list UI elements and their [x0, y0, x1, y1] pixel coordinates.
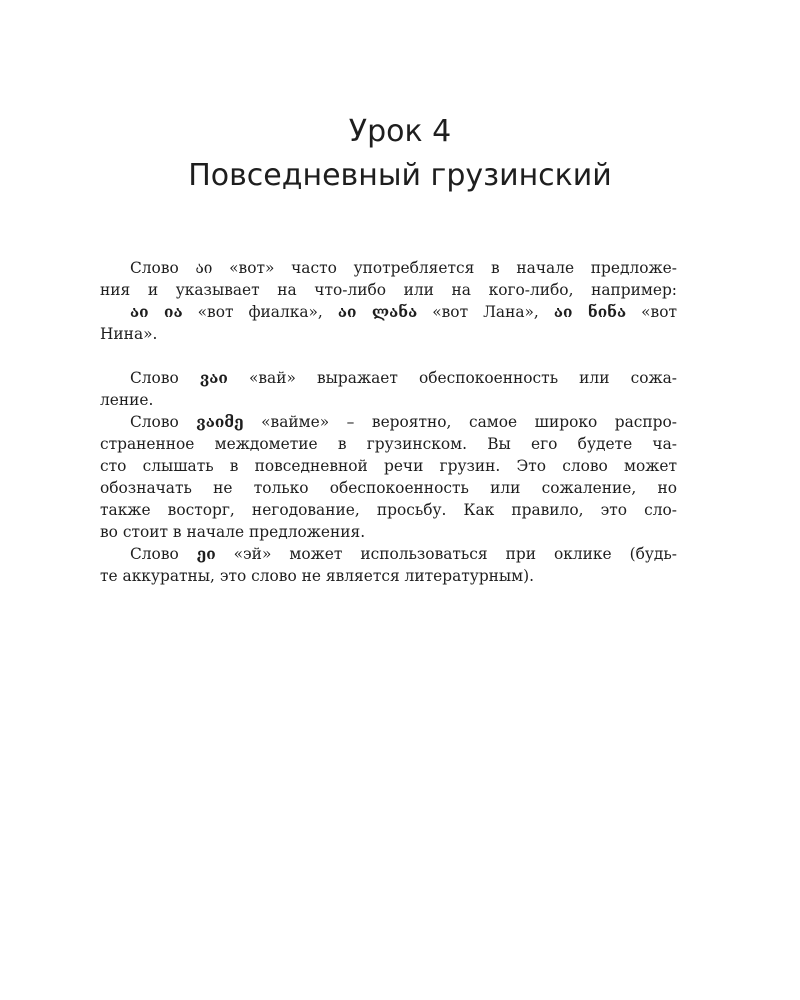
georgian-example-ai-lana: აი ლანა [337, 303, 418, 321]
paragraph-vaime-line-1: Слово ვაიმე «вайме» – вероятно, самое широко распро- [130, 413, 677, 431]
paragraph-vaime-line-3: сто слышать в повседневной речи грузин. Это слово может [100, 457, 677, 475]
paragraph-vaime-line-2: страненное междометие в грузинском. Вы его будете ча- [100, 435, 677, 453]
paragraph-vai-line-2: ление. [100, 391, 154, 409]
georgian-example-ai-ia: აი ია [130, 303, 183, 321]
paragraph-ai-line-2: ния и указывает на что-либо или на кого-либо, например: [100, 281, 677, 299]
paragraph-ei-line-1: Слово ეი «эй» может использоваться при оклике (будь- [130, 545, 677, 563]
paragraph-vaime-line-5: также восторг, негодование, просьбу. Как правило, это сло- [100, 501, 677, 519]
paragraph-vai-line-1: Слово ვაი «вай» выражает обеспокоенность или сожа- [130, 369, 677, 387]
paragraph-vaime-line-6: во стоит в начале предложения. [100, 523, 366, 541]
paragraph-ai-line-1: Слово აი «вот» часто употребляется в начале предложе- [130, 259, 677, 277]
paragraph-ei-line-2: те аккуратны, это слово не является литературным). [100, 567, 535, 585]
lesson-title: Повседневный грузинский [188, 158, 612, 193]
paragraph-gap [100, 345, 677, 367]
lesson-number: Урок 4 [348, 114, 452, 149]
georgian-word-ei: ეი [196, 545, 216, 563]
paragraph-ai-line-4: Нина». [100, 325, 158, 343]
georgian-word-vai: ვაი [199, 369, 228, 387]
paragraph-vaime-line-4: обозначать не только обеспокоенность или сожаление, но [100, 479, 677, 497]
georgian-example-ai-nina: აი ნინა [553, 303, 627, 321]
georgian-word-ai: აი [195, 259, 213, 277]
georgian-word-vaime: ვაიმე [196, 413, 244, 431]
paragraph-ai-line-3: აი ია «вот фиалка», აი ლანა «вот Лана», აი ნინა «вот [130, 303, 677, 321]
lesson-body [100, 257, 677, 587]
